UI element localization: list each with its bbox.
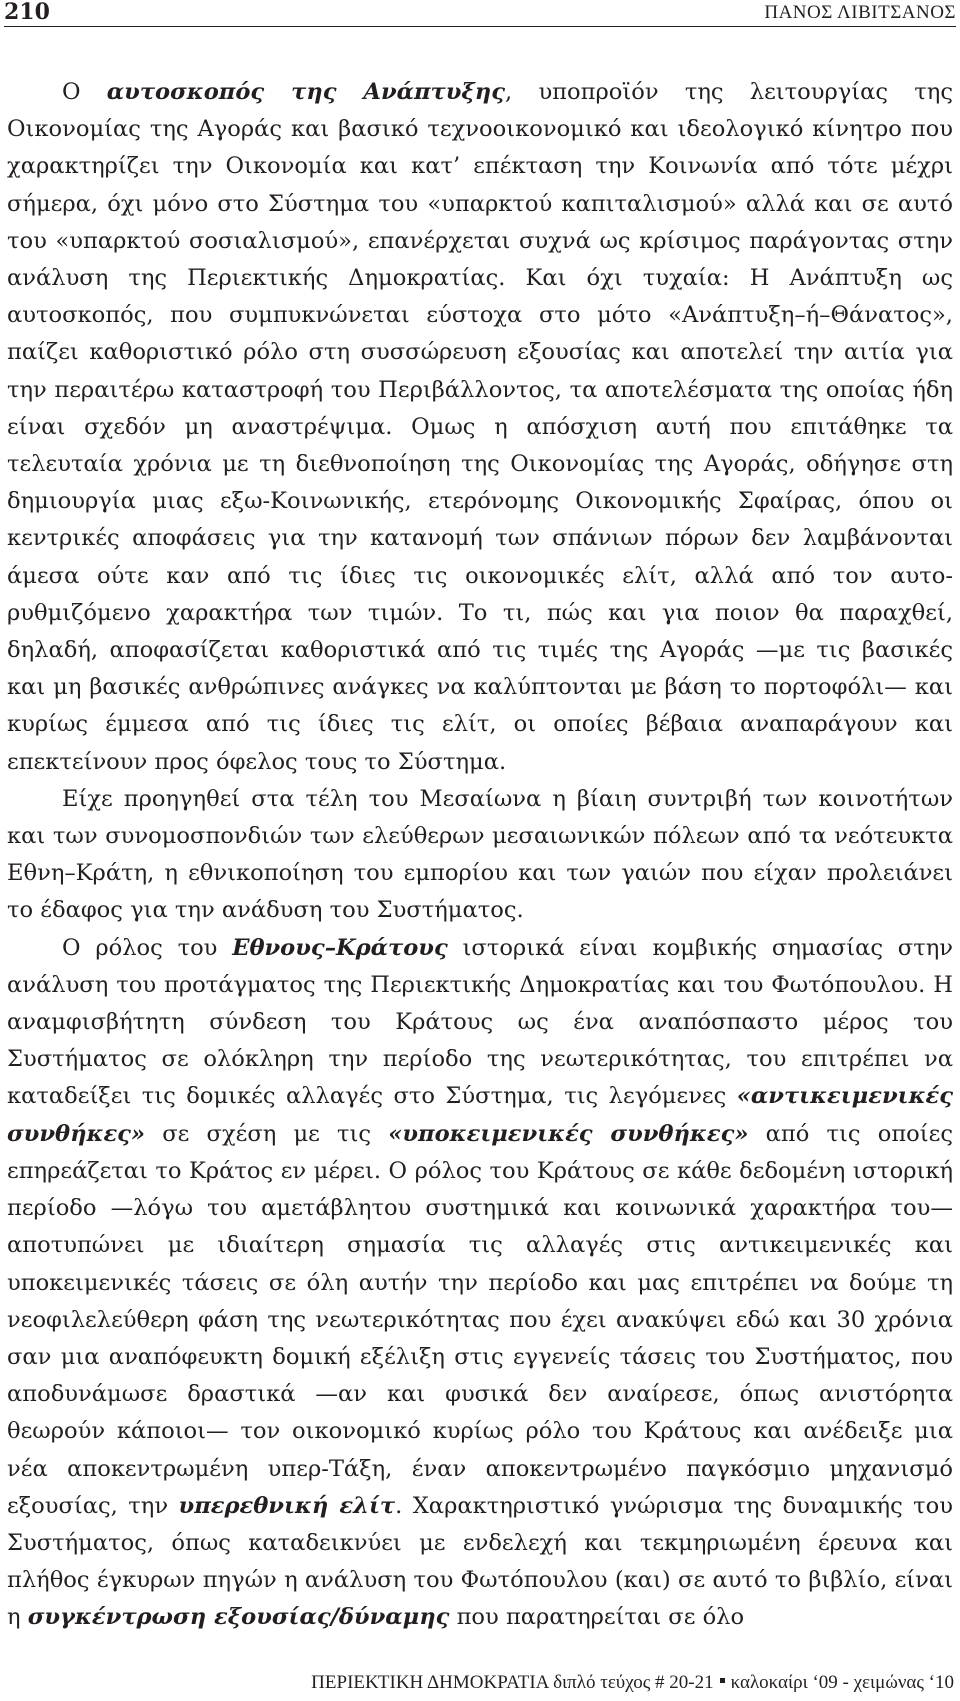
running-head: ΠΑΝΟΣ ΛΙΒΙΤΣΑΝΟΣ — [764, 2, 956, 23]
text-run: σε σχέση με τις — [145, 1120, 389, 1147]
body-text — [7, 74, 953, 1637]
footer-journal: ΠΕΡΙΕΚΤΙΚΗ ΔΗΜΟΚΡΑΤΙΑ διπλό τεύχος # 20-21 — [311, 1672, 714, 1693]
emphasis-text: συγκέντρωση εξουσίας/δύναμης — [27, 1604, 450, 1631]
text-run: ιστορικά είναι κομβικής σημασίας στην ανάλυση του προτάγματος της Περιεκτικής Δημοκρατίας και του Φωτόπουλου. Η αναμφισβήτητη σύνδεση του Κράτους ως ένα αναπόσπαστο μέρος του Συστήματος σε ολόκληρη την περίοδο της νεωτερικότητας, του επιτρέπει να καταδείξει τις δομικές αλλαγές στο Σύστημα, τις λεγόμενες — [7, 934, 953, 1110]
footer-separator — [720, 1678, 725, 1683]
emphasis — [388, 1121, 748, 1147]
emphasis — [232, 935, 448, 961]
page-footer — [311, 1672, 954, 1694]
text-run: Ο — [62, 79, 107, 105]
emphasis — [28, 1604, 450, 1630]
footer-issue-date: καλοκαίρι ‘09 - χειμώνας ‘10 — [730, 1672, 954, 1693]
emphasis-text: Εθνους–Κράτους — [232, 934, 448, 961]
emphasis — [179, 1493, 396, 1519]
emphasis-text: «αντικειμενικές συνθήκες» — [7, 1083, 953, 1147]
emphasis-text: αυτοσκοπός της Ανάπτυξης — [106, 79, 505, 105]
paragraph — [7, 781, 953, 930]
text-run: , υποπροϊόν της λειτουργίας της Οικονομίας της Αγοράς και βασικό τεχνοοικονομικό και ιδεολογικό κίνητρο που χαρακτηρίζει την Οικονομία και κατ’ επέκταση την Κοινωνία από τότε μέχρι σήμερα, όχι μόνο στο Σύστημα του «υπαρκτού καπιταλισμού» αλλά και σε αυτό του «υπαρκτού σοσιαλισμού», επανέρχεται συχνά ως κρίσιμος παράγοντας στην ανάλυση της Περιεκτικής Δημοκρατίας. Και όχι τυχαία: Η Ανάπτυξη ως αυτοσκοπός, που συμπυκνώνεται εύστοχα στο μότο «Ανάπτυξη–ή–Θάνατος», παίζει καθοριστικό ρόλο στη συσσώρευση εξουσίας και αποτελεί την αιτία για την περαιτέρω καταστροφή του Περιβάλλοντος, τα αποτελέσματα της οποίας ήδη είναι σχεδόν μη αναστρέψιμα. Ομως η απόσχιση αυτή που επιτάθηκε τα τελευταία χρόνια με τη διεθνοποίηση της Οικονομίας της Αγοράς, οδήγησε στη δημιουργία μιας εξω-Κοινωνικής, ετερόνομης Οικονομικής Σφαίρας, όπου οι κεντρικές αποφάσεις για την κατανομή των σπάνιων πόρων δεν λαμβάνονται άμεσα ούτε καν από τις ίδιες τις οικονομικές ελίτ, αλλά από τον αυτο-ρυθμιζόμενο χαρακτήρα των τιμών. Το τι, πώς και για ποιον θα παραχθεί, δηλαδή, αποφασίζεται καθοριστικά από τις τιμές της Αγοράς —με τις βασικές και μη βασικές ανθρώπινες ανάγκες να καλύπτονται με βάση το πορτοφόλι— και κυρίως έμμεσα από τις ίδιες τις ελίτ, οι οποίες βέβαια αναπαράγουν και επεκτείνουν προς όφελος τους το Σύστημα. — [7, 79, 953, 775]
emphasis-text: υπερεθνική ελίτ — [178, 1492, 396, 1519]
text-run: από τις οποίες επηρεάζεται το Κράτος εν μέρει. Ο ρόλος του Κράτους σε κάθε δεδομένη ιστορική περίοδο —λόγω του αμετάβλητου συστημικά και κοινωνικά χαρακτήρα του— αποτυπώνει με ιδιαίτερη σημασία τις αλλαγές στις αντικειμενικές και υποκειμενικές τάσεις σε όλη αυτήν την περίοδο και μας επιτρέπει να δούμε τη νεοφιλελεύθερη φάση της νεωτερικότητας που έχει ανακύψει εδώ και 30 χρόνια σαν μια αναπόφευκτη δομική εξέλιξη στις εγγενείς τάσεις του Συστήματος, που αποδυνάμωσε δραστικά —αν και φυσικά δεν αναίρεσε, όπως ανιστόρητα θεωρούν κάποιοι— τον οικονομικό κυρίως ρόλο του Κράτους και ανέδειξε μια νέα αποκεντρωμένη υπερ-Τάξη, έναν αποκεντρωμένο παγκόσμιο μηχανισμό εξουσίας, την — [7, 1120, 953, 1519]
emphasis — [107, 79, 505, 105]
text-run: που παρατηρείται σε όλο — [449, 1604, 745, 1631]
paragraph — [7, 74, 953, 781]
paragraph — [7, 930, 953, 1637]
page-header — [4, 0, 956, 27]
page-number: 210 — [4, 0, 50, 25]
text-run: . Χαρακτηριστικό γνώρισμα της δυναμικής του Συστήματος, όπως καταδεικνύει με ενδελεχή και τεκμηριωμένη έρευνα και πλήθος έγκυρων πηγών η ανάλυση του Φωτόπουλου (και) σε αυτό το βιβλίο, είναι η — [7, 1492, 954, 1631]
text-run: Ο ρόλος του — [62, 934, 233, 961]
text-run: Είχε προηγηθεί στα τέλη του Μεσαίωνα η βίαιη συντριβή των κοινοτήτων και των συνομοσπονδιών των ελεύθερων μεσαιωνικών πόλεων από τα νεότευκτα Εθνη–Κράτη, η εθνικοποίηση του εμπορίου και των γαιών που είχαν προλειάνει το έδαφος για την ανάδυση του Συστήματος. — [7, 785, 953, 924]
emphasis-text: «υποκειμενικές συνθήκες» — [388, 1120, 749, 1147]
